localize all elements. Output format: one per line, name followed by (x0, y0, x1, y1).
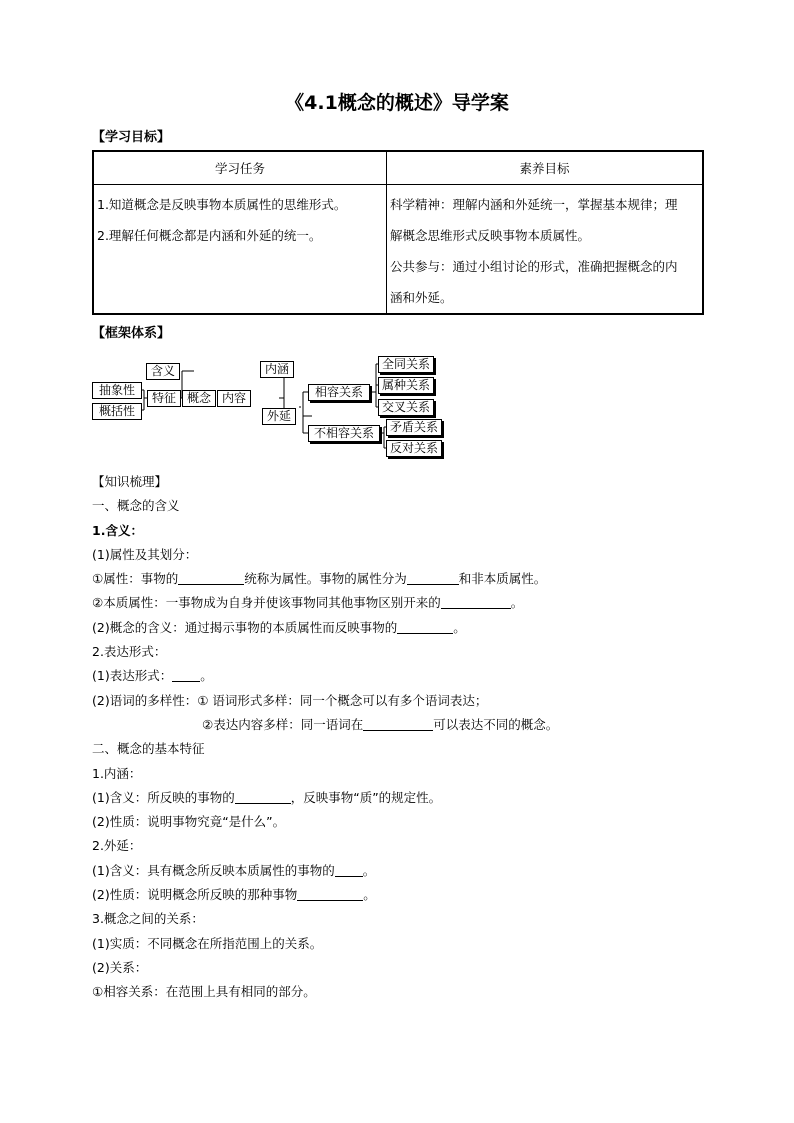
heading-1: 一、概念的含义 (92, 498, 180, 514)
box-concept: 概念 (182, 390, 216, 407)
fill-blank[interactable] (235, 789, 291, 804)
goals-section-label: 【学习目标】 (92, 130, 171, 145)
framework-section-label: 【框架体系】 (92, 326, 171, 341)
literacy-line: 公共参与：通过小组讨论的形式，准确把握概念的内 (390, 259, 678, 274)
box-identity: 全同关系 (378, 356, 434, 373)
text-line: 2.表达形式： (92, 644, 167, 660)
text-line: (1)实质：不同概念在所指范围上的关系。 (92, 935, 323, 951)
task-item: 1.知道概念是反映事物本质属性的思维形式。 (97, 197, 347, 212)
task-item: 2.理解任何概念都是内涵和外延的统一。 (97, 228, 322, 243)
box-subordinate: 属种关系 (378, 377, 434, 394)
box-incompatible: 不相容关系 (308, 425, 380, 442)
fill-blank[interactable] (397, 619, 453, 634)
text-line: 2.外延： (92, 838, 142, 854)
box-general: 概括性 (92, 403, 142, 420)
text-line: (2)语词的多样性：① 语词形式多样：同一个概念可以有多个语词表达； (92, 692, 488, 708)
text-line: (1)属性及其划分： (92, 546, 198, 562)
literacy-line: 解概念思维形式反映事物本质属性。 (390, 228, 591, 243)
subheading: 1.含义： (92, 522, 143, 538)
fill-blank[interactable] (172, 667, 200, 682)
knowledge-review (92, 470, 702, 1005)
box-contradictory: 矛盾关系 (386, 419, 442, 436)
text-line: 3.概念之间的关系： (92, 911, 204, 927)
text-line: ①属性：事物的 统称为属性。事物的属性分为 和非本质属性。 (92, 571, 547, 587)
text-line: 1.内涵： (92, 765, 142, 781)
box-cross: 交叉关系 (378, 399, 434, 416)
literacy-line: 科学精神：理解内涵和外延统一，掌握基本规律；理 (390, 197, 678, 212)
box-compatible: 相容关系 (308, 384, 370, 401)
fill-blank[interactable] (363, 716, 433, 731)
review-section-label: 【知识梳理】 (92, 474, 168, 489)
text-line: (2)概念的含义：通过揭示事物的本质属性而反映事物的 。 (92, 619, 466, 635)
fill-blank[interactable] (297, 886, 363, 901)
box-opposite: 反对关系 (386, 440, 442, 457)
fill-blank[interactable] (335, 862, 363, 877)
table-header-tasks: 学习任务 (93, 151, 387, 185)
box-content: 内容 (217, 390, 251, 407)
text-line: (2)性质：说明概念所反映的那种事物 。 (92, 887, 376, 903)
literacy-line: 涵和外延。 (390, 290, 453, 305)
box-feature: 特征 (147, 390, 181, 407)
text-line: (1)含义：所反映的事物的 ，反映事物“质”的规定性。 (92, 789, 442, 805)
text-line: (2)性质：说明事物究竟“是什么”。 (92, 814, 286, 830)
goals-table (92, 150, 704, 315)
text-line: (2)关系： (92, 959, 148, 975)
table-header-literacy: 素养目标 (387, 151, 704, 185)
fill-blank[interactable] (178, 570, 244, 585)
text-line: ②表达内容多样：同一语词在 可以表达不同的概念。 (202, 716, 559, 732)
page-title: 《4.1概念的概述》导学案 (285, 92, 509, 114)
fill-blank[interactable] (441, 594, 511, 609)
box-meaning: 含义 (146, 363, 180, 380)
text-line: ①相容关系：在范围上具有相同的部分。 (92, 984, 316, 1000)
box-abstract: 抽象性 (92, 382, 142, 399)
text-line: (1)表达形式： 。 (92, 668, 213, 684)
literacy-cell (387, 185, 704, 315)
tasks-cell (93, 185, 387, 315)
framework-diagram (90, 350, 450, 462)
box-connotation: 内涵 (260, 361, 294, 378)
heading-2: 二、概念的基本特征 (92, 741, 205, 757)
text-line: ②本质属性：一事物成为自身并使该事物同其他事物区别开来的 。 (92, 595, 524, 611)
text-line: (1)含义：具有概念所反映本质属性的事物的 。 (92, 862, 376, 878)
box-extension: 外延 (262, 408, 296, 425)
fill-blank[interactable] (407, 570, 459, 585)
